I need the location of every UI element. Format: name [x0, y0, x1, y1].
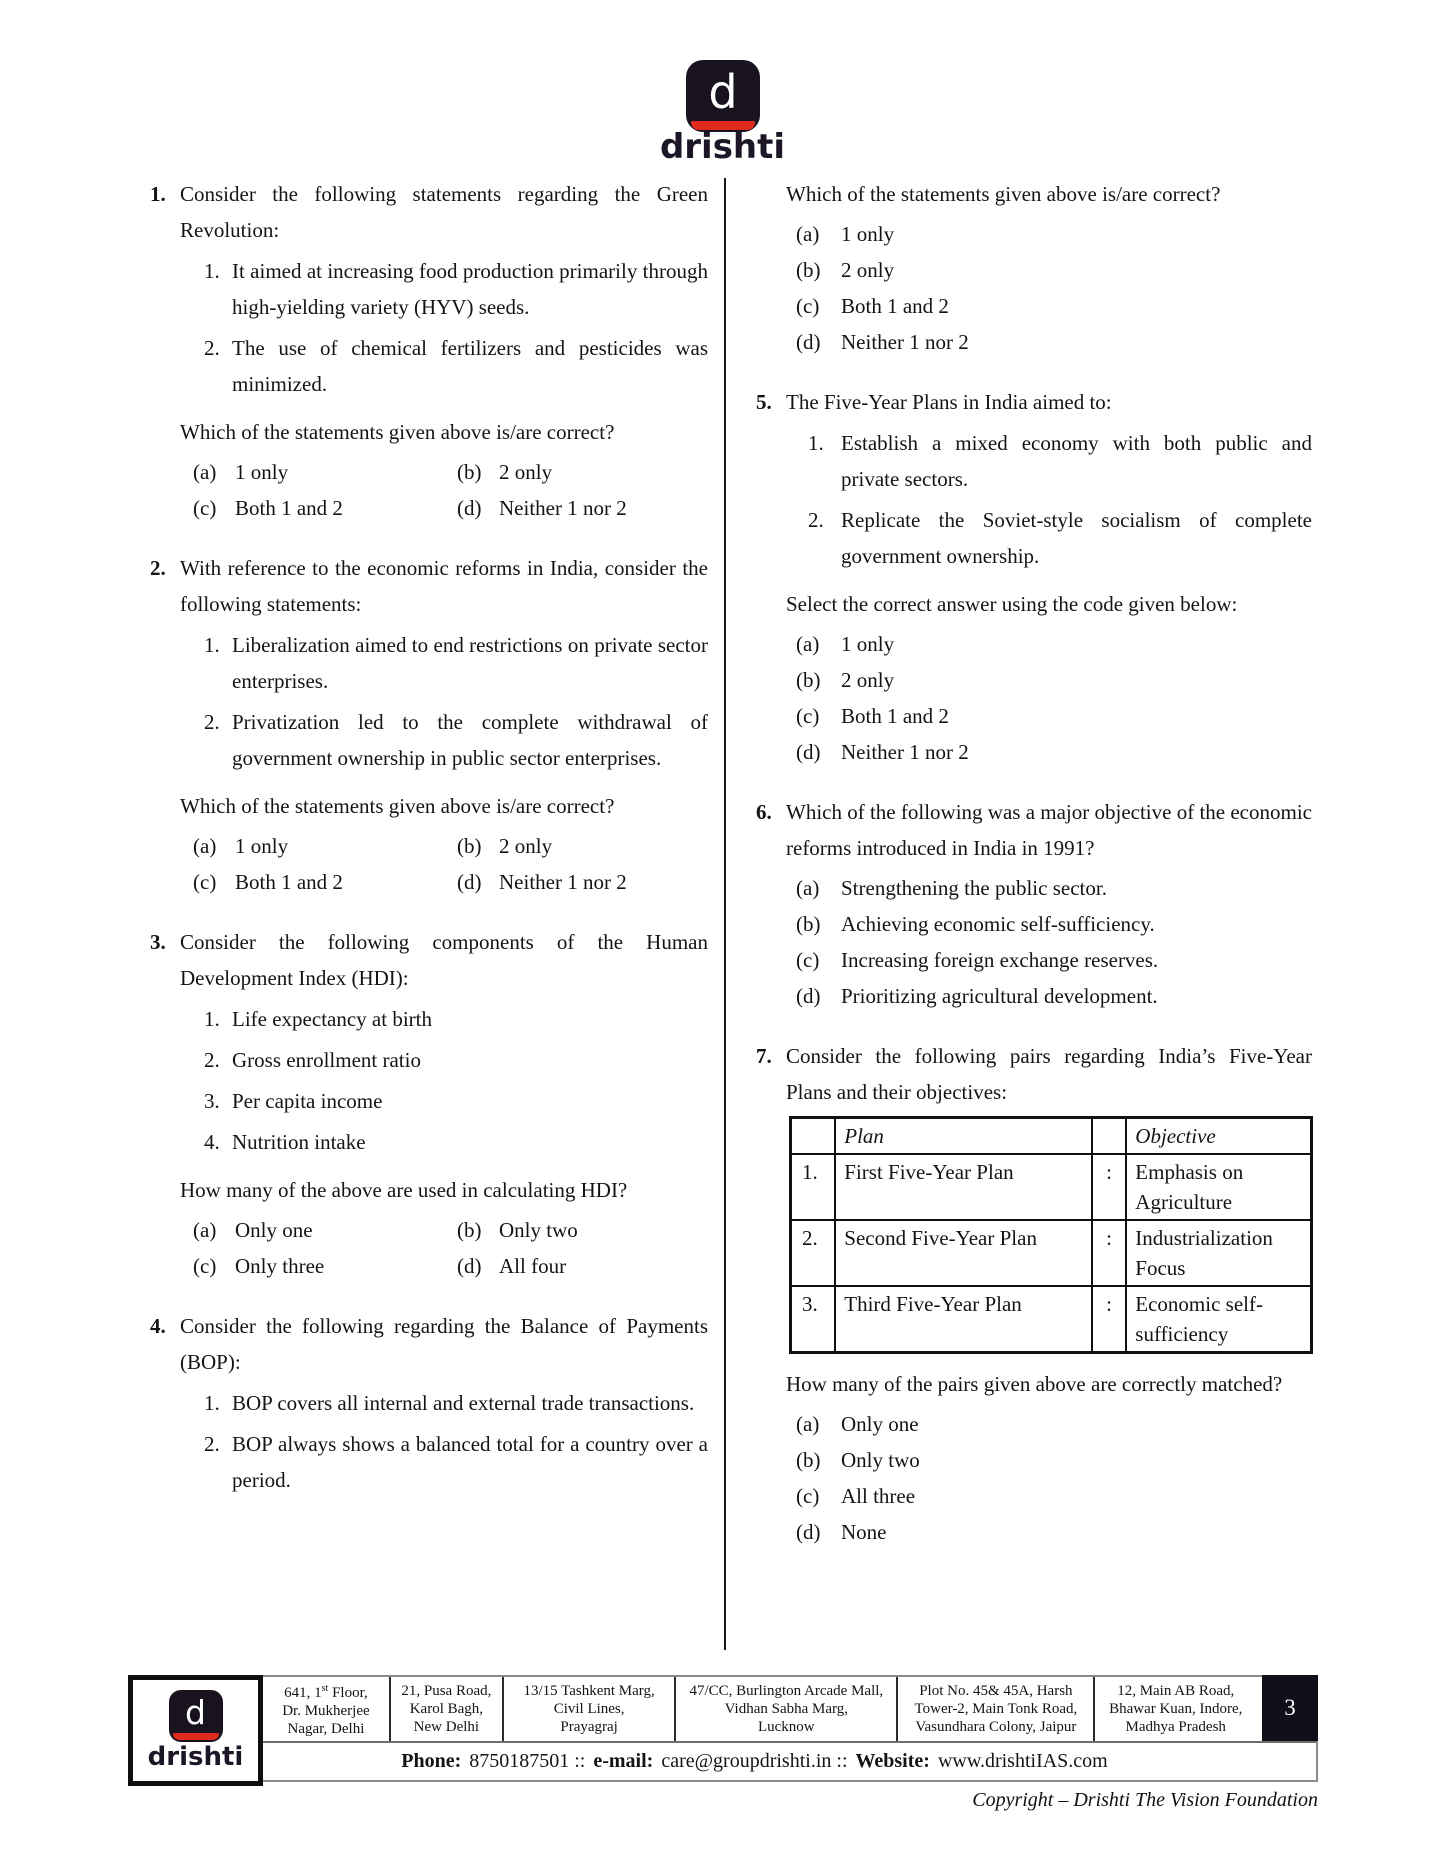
question-lead: How many of the pairs given above are correctly matched?	[786, 1372, 1283, 1396]
question-number: 3.	[150, 930, 166, 954]
column-divider	[724, 178, 726, 1650]
question-number: 7.	[756, 1044, 772, 1068]
question-6	[756, 794, 1312, 1014]
option-b: (b) 2 only	[796, 668, 895, 692]
statement: 2. Gross enrollment ratio	[204, 1048, 421, 1072]
table-row: 2. Second Five-Year Plan : Industrialization Focus	[791, 1220, 1312, 1286]
question-5	[756, 384, 1312, 770]
option-c: (c) Both 1 and 2	[796, 294, 949, 318]
option-d: (d) Neither 1 nor 2	[796, 740, 969, 764]
options	[786, 870, 1312, 1014]
col-header-objective: Objective	[1126, 1118, 1311, 1155]
statement: 1. Liberalization aimed to end restrictions on private sector enterprises.	[204, 633, 708, 693]
option-b: (b) Only two	[796, 1448, 920, 1472]
question-lead: Which of the statements given above is/are correct?	[180, 794, 615, 818]
question-lead: How many of the above are used in calculating HDI?	[180, 1178, 628, 1202]
question-3	[150, 924, 708, 1284]
left-column	[150, 176, 708, 1527]
table-row: 3. Third Five-Year Plan : Economic self-sufficiency	[791, 1286, 1312, 1353]
option-c: (c) Both 1 and 2	[796, 704, 949, 728]
question-lead: Which of the statements given above is/are correct?	[180, 420, 615, 444]
question-number: 1.	[150, 182, 166, 206]
website-label: Website:	[855, 1750, 930, 1772]
option-a: (a) Only one	[796, 1412, 919, 1436]
address-lucknow: 47/CC, Burlington Arcade Mall, Vidhan Sabha Marg, Lucknow	[676, 1677, 898, 1741]
statement: 3. Per capita income	[204, 1089, 383, 1113]
options	[180, 828, 708, 900]
question-number: 5.	[756, 390, 772, 414]
question-lead: Select the correct answer using the code given below:	[786, 592, 1238, 616]
question-text: Consider the following components of the Human Development Index (HDI):	[180, 930, 708, 990]
option-d: (d) None	[796, 1520, 887, 1544]
question-4	[150, 1308, 708, 1503]
options	[786, 216, 1312, 360]
statement: 1. Life expectancy at birth	[204, 1007, 432, 1031]
option-b: (b) 2 only	[457, 834, 553, 858]
phone-label: Phone:	[401, 1750, 462, 1772]
drishti-logo	[686, 60, 760, 132]
options	[180, 1212, 708, 1284]
option-b: (b) Achieving economic self-sufficiency.	[796, 912, 1155, 936]
address-row	[263, 1677, 1316, 1741]
copyright: Copyright – Drishti The Vision Foundation	[972, 1789, 1318, 1811]
col-header-plan: Plan	[835, 1118, 1091, 1155]
statement: 1. Establish a mixed economy with both public and private sectors.	[808, 431, 1312, 491]
address-prayagraj: 13/15 Tashkent Marg, Civil Lines, Prayagraj	[504, 1677, 676, 1741]
question-2	[150, 550, 708, 900]
option-d: (d) Prioritizing agricultural development.	[796, 984, 1158, 1008]
page-number: 3	[1262, 1675, 1318, 1741]
question-text: Consider the following regarding the Balance of Payments (BOP):	[180, 1314, 708, 1374]
email-address: care@groupdrishti.in ::	[661, 1750, 848, 1772]
option-c: (c) All three	[796, 1484, 916, 1508]
table-row: 1. First Five-Year Plan : Emphasis on Agriculture	[791, 1154, 1312, 1220]
table-header-row	[791, 1118, 1312, 1155]
statement: 2. Replicate the Soviet-style socialism of complete government ownership.	[808, 508, 1312, 568]
options	[786, 1406, 1312, 1550]
option-b: (b) 2 only	[457, 460, 553, 484]
question-text: The Five-Year Plans in India aimed to:	[786, 390, 1112, 414]
option-b: (b) 2 only	[796, 258, 895, 282]
option-a: (a) Strengthening the public sector.	[796, 876, 1107, 900]
question-7	[756, 1038, 1312, 1550]
option-a: (a) 1 only	[796, 632, 895, 656]
email-label: e-mail:	[593, 1750, 654, 1772]
address-delhi: 641, 1st Floor, Dr. Mukherjee Nagar, Delhi	[263, 1677, 391, 1741]
right-column	[756, 176, 1312, 1550]
question-text: Consider the following statements regarding the Green Revolution:	[180, 182, 708, 242]
option-a: (a) 1 only	[796, 222, 895, 246]
logo-red-stripe-icon	[173, 1733, 219, 1740]
options	[786, 626, 1312, 770]
question-1	[150, 176, 708, 526]
option-a: (a) 1 only	[193, 460, 289, 484]
address-karol-bagh: 21, Pusa Road, Karol Bagh, New Delhi	[391, 1677, 504, 1741]
footer	[128, 1675, 1318, 1782]
statement: 2. The use of chemical fertilizers and pesticides was minimized.	[204, 336, 708, 396]
option-d: (d) Neither 1 nor 2	[796, 330, 969, 354]
statement: 4. Nutrition intake	[204, 1130, 366, 1154]
option-a: (a) Only one	[193, 1218, 313, 1242]
logo-wordmark: drishti	[659, 127, 786, 167]
question-number: 4.	[150, 1314, 166, 1338]
address-jaipur: Plot No. 45& 45A, Harsh Tower-2, Main Tonk Road, Vasundhara Colony, Jaipur	[898, 1677, 1095, 1741]
option-d: (d) All four	[457, 1254, 567, 1278]
logo-wordmark: drishti	[147, 1742, 244, 1772]
plans-table	[789, 1116, 1313, 1354]
option-c: (c) Increasing foreign exchange reserves.	[796, 948, 1159, 972]
question-text: Consider the following pairs regarding India’s Five-Year Plans and their objectives:	[786, 1044, 1312, 1104]
phone-number: 8750187501 ::	[469, 1750, 586, 1772]
question-text: With reference to the economic reforms in India, consider the following statements:	[180, 556, 708, 616]
statement: 1. BOP covers all internal and external trade transactions.	[204, 1391, 695, 1415]
option-c: (c) Both 1 and 2	[193, 870, 343, 894]
footer-drishti-logo	[128, 1675, 263, 1786]
option-d: (d) Neither 1 nor 2	[457, 870, 627, 894]
website-url: www.drishtiIAS.com	[937, 1750, 1108, 1772]
option-d: (d) Neither 1 nor 2	[457, 496, 627, 520]
statement: 1. It aimed at increasing food production primarily through high-yielding variety (HYV) seeds.	[204, 259, 708, 319]
option-a: (a) 1 only	[193, 834, 289, 858]
contact-line	[263, 1741, 1316, 1780]
option-b: (b) Only two	[457, 1218, 578, 1242]
logo-letter-icon: d	[169, 1690, 223, 1742]
statement: 2. BOP always shows a balanced total for a country over a period.	[204, 1432, 708, 1492]
question-4-continued	[756, 176, 1312, 360]
question-lead: Which of the statements given above is/are correct?	[786, 182, 1221, 206]
statement: 2. Privatization led to the complete withdrawal of government ownership in public sector enterprises.	[204, 710, 708, 770]
option-c: (c) Only three	[193, 1254, 325, 1278]
logo-letter-icon: d	[708, 65, 738, 119]
options	[180, 454, 708, 526]
option-c: (c) Both 1 and 2	[193, 496, 343, 520]
question-text: Which of the following was a major objective of the economic reforms introduced in India in 1991?	[786, 800, 1312, 860]
question-number: 2.	[150, 556, 166, 580]
address-indore: 12, Main AB Road, Bhawar Kuan, Indore, Madhya Pradesh	[1109, 1683, 1243, 1735]
question-number: 6.	[756, 800, 772, 824]
